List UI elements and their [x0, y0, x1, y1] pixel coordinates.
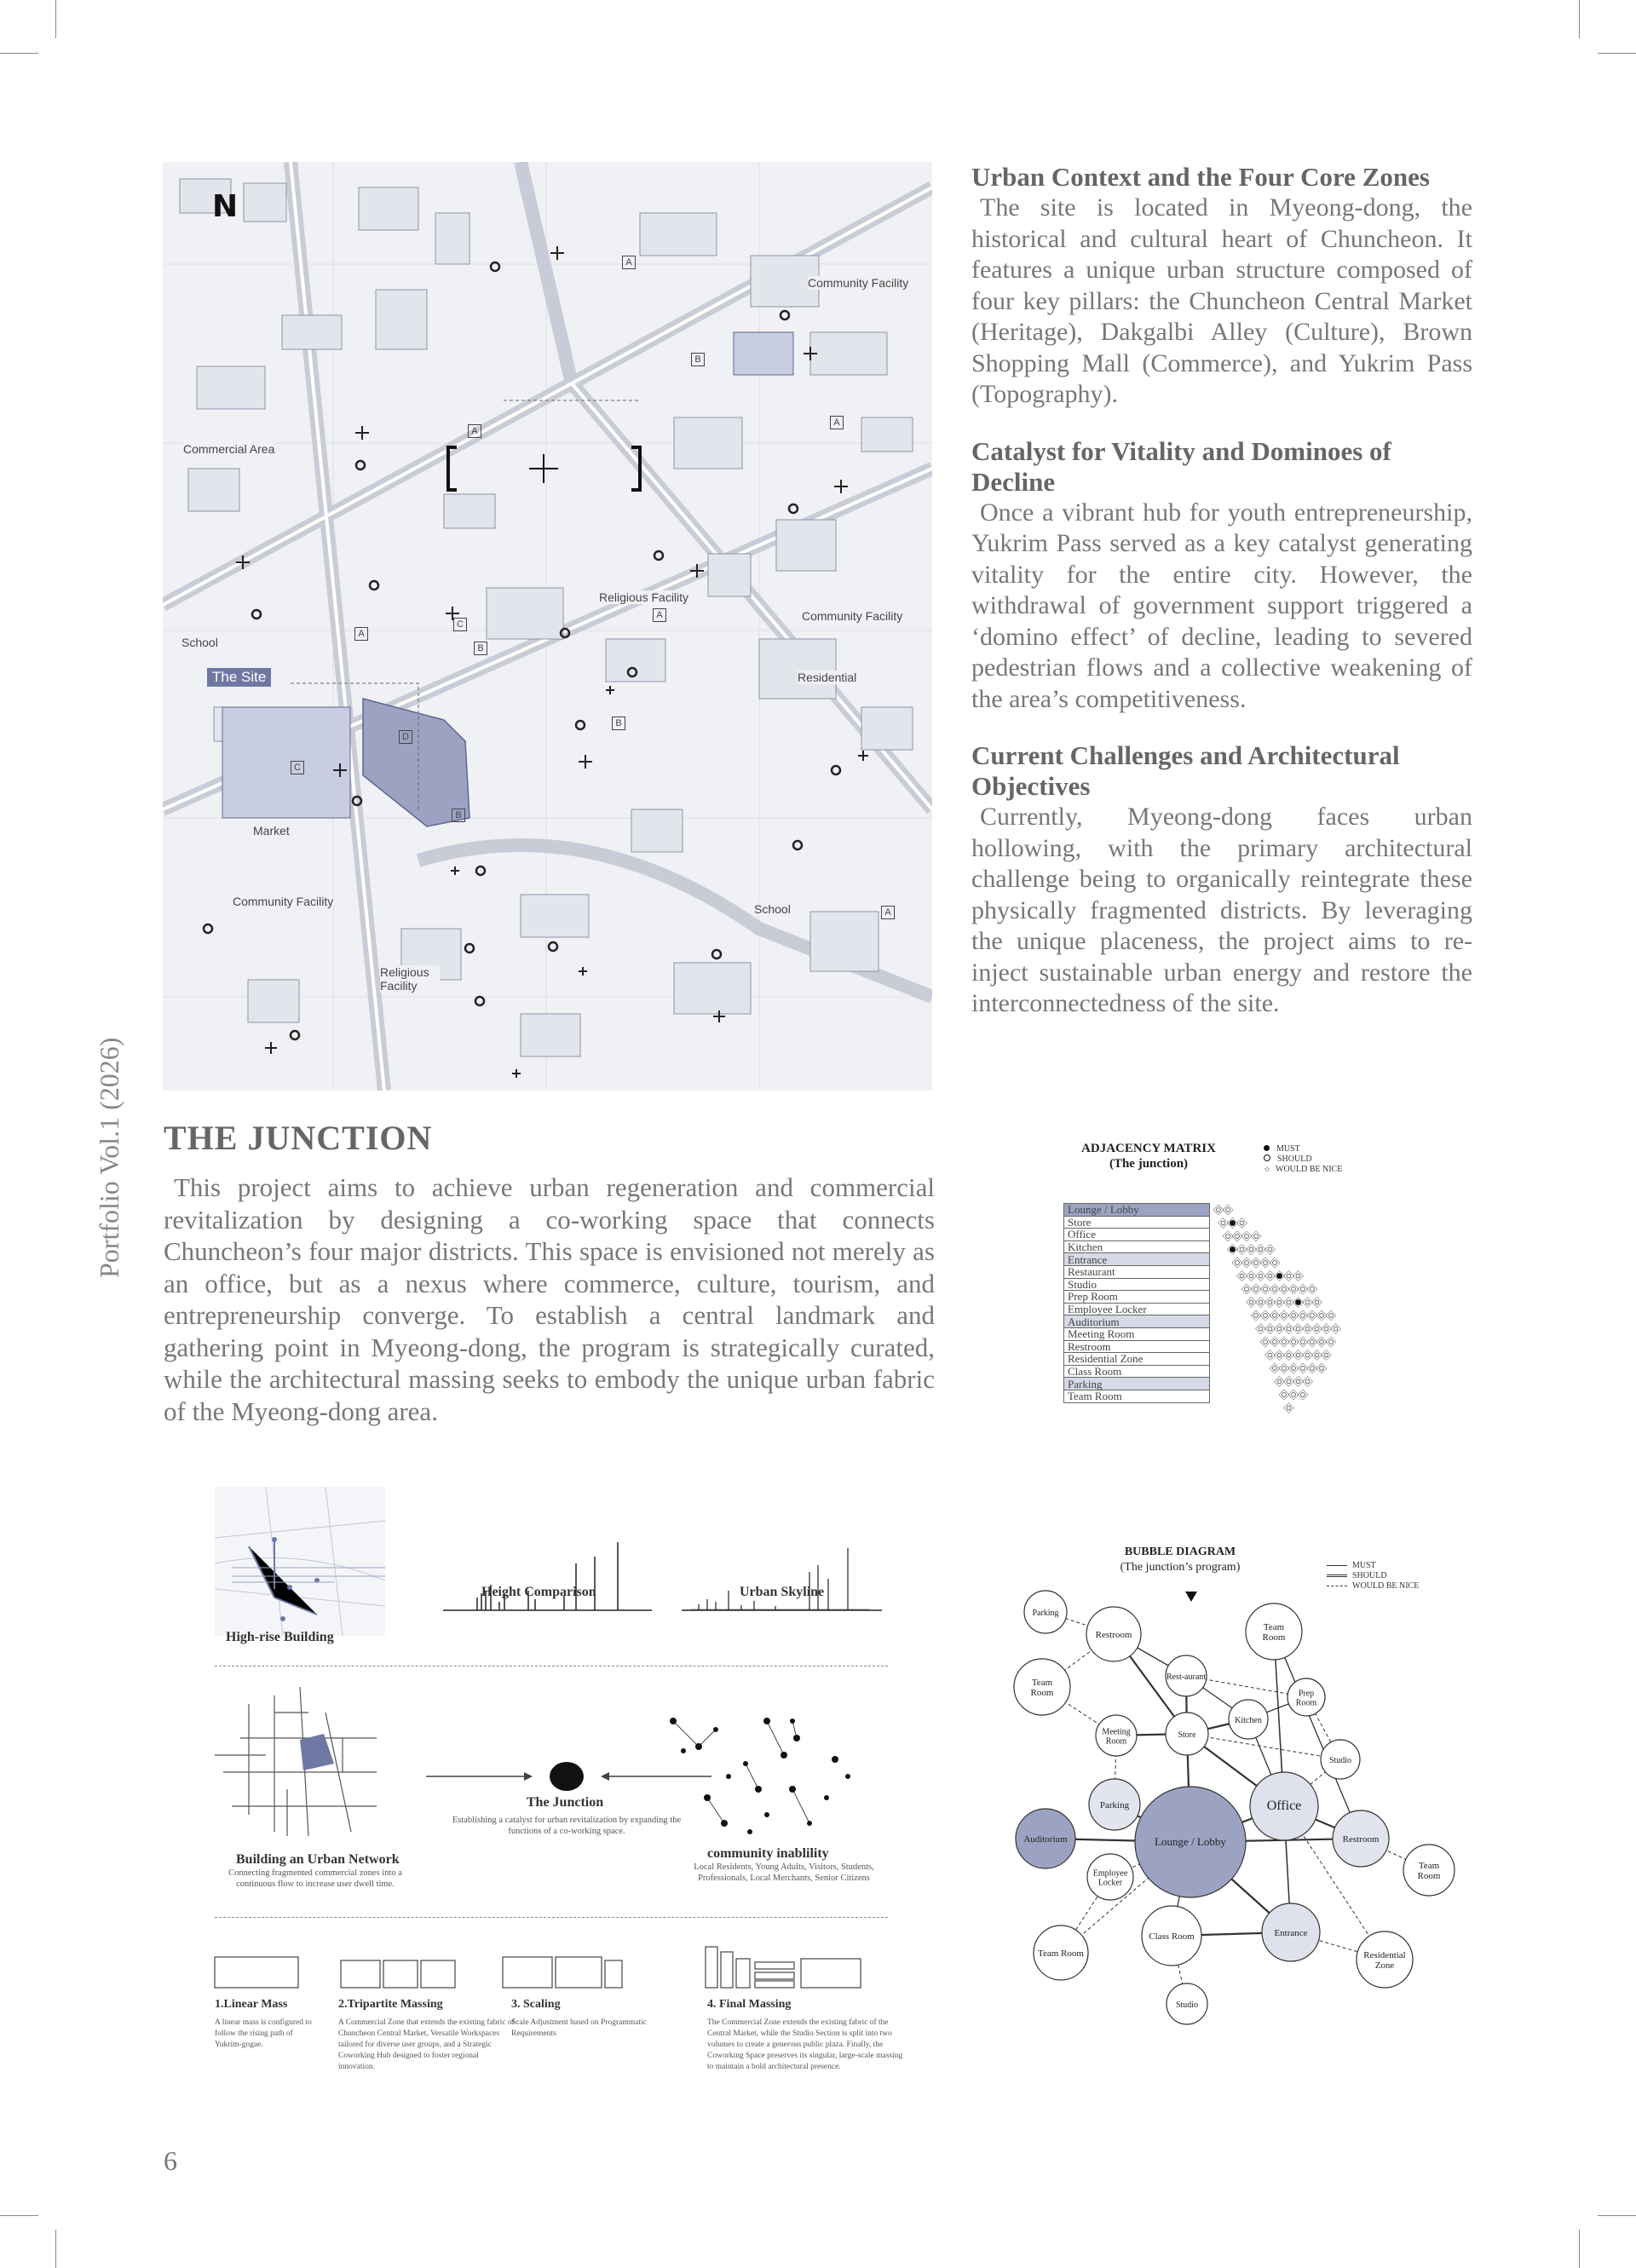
- matrix-cell: [1251, 1258, 1261, 1268]
- matrix-cell: [1279, 1284, 1289, 1294]
- bubble-node-label: Team Room: [1030, 1678, 1054, 1698]
- section-heading: Current Challenges and Architectural Objectives: [971, 740, 1400, 801]
- map-label: Commercial Area: [183, 442, 275, 456]
- nice-mark: [1287, 1300, 1291, 1304]
- matrix-row-label: Auditorium: [1064, 1315, 1210, 1328]
- matrix-cell: [1237, 1245, 1247, 1255]
- bubble-node-label: Team Room: [1417, 1861, 1441, 1881]
- nice-mark: [1296, 1379, 1300, 1384]
- nice-mark: [1273, 1261, 1277, 1265]
- nice-mark: [1301, 1367, 1305, 1371]
- bubble-node-label: Meeting Room: [1102, 1727, 1131, 1747]
- matrix-cell: [1312, 1324, 1322, 1334]
- matrix-cell: [1303, 1350, 1313, 1361]
- matrix-legend: MUST SHOULD ☆ WOULD BE NICE: [1264, 1144, 1343, 1174]
- zone-marker: D: [399, 730, 412, 744]
- matrix-cell: [1265, 1271, 1276, 1281]
- must-mark: [1230, 1246, 1235, 1252]
- matrix-cell: [1256, 1298, 1266, 1308]
- matrix-cell: [1288, 1390, 1299, 1400]
- nice-mark: [1292, 1340, 1296, 1344]
- matrix-cell: [1303, 1324, 1313, 1334]
- massing-caption: A Commercial Zone that extends the existing fabric of Chuncheon Central Market, Versatile Workspaces tailored for diverse user groups, and a Strategic Coworking Hub designed to foster regional innovation.: [338, 2018, 515, 2071]
- matrix-cell: [1275, 1377, 1285, 1387]
- nice-mark: [1287, 1353, 1291, 1357]
- nice-mark: [1268, 1247, 1272, 1252]
- should-mark: [1311, 1287, 1315, 1292]
- community-title: community inablility: [707, 1846, 829, 1861]
- matrix-cell: [1241, 1258, 1252, 1268]
- map-label: School: [754, 902, 791, 916]
- nice-mark: [1240, 1247, 1244, 1252]
- should-mark: [1329, 1314, 1334, 1318]
- matrix-cell: [1270, 1258, 1280, 1268]
- nice-mark: [1264, 1340, 1268, 1344]
- matrix-cell: [1223, 1205, 1233, 1215]
- crop-mark: [0, 53, 38, 54]
- bubble-node-label: Studio: [1175, 2000, 1199, 2010]
- bubble-diagram: [1010, 1534, 1487, 2028]
- matrix-cell: [1275, 1298, 1285, 1308]
- massing-diagrams: [213, 1938, 895, 1998]
- nice-mark: [1315, 1327, 1319, 1331]
- nice-mark: [1273, 1314, 1277, 1318]
- matrix-row-label: Lounge / Lobby: [1064, 1204, 1210, 1217]
- map-label: Community Facility: [808, 276, 909, 290]
- bubble-node-label: Employee Locker: [1092, 1868, 1128, 1888]
- should-mark: [1301, 1287, 1305, 1292]
- matrix-row-label: Employee Locker: [1064, 1303, 1210, 1315]
- matrix-cell: [1331, 1324, 1341, 1334]
- bubble-node-label: Team Room: [1262, 1622, 1286, 1643]
- should-mark: [1305, 1300, 1310, 1304]
- zone-marker: A: [881, 906, 895, 919]
- junction-caption: Establishing a catalyst for urban revitalization by expanding the functions of a co-working space.: [452, 1816, 682, 1836]
- matrix-cell: [1316, 1363, 1327, 1373]
- nice-mark: [1282, 1393, 1287, 1397]
- massing-title: 2.Tripartite Massing: [338, 1998, 443, 2011]
- bubble-node-label: Class Room: [1149, 1931, 1195, 1942]
- matrix-cell: [1279, 1310, 1289, 1321]
- nice-mark: [1264, 1287, 1268, 1292]
- matrix-cell: [1241, 1231, 1252, 1241]
- bubble-graph: [1010, 1534, 1487, 2028]
- matrix-cell: [1293, 1271, 1304, 1281]
- matrix-row-label: Team Room: [1064, 1390, 1210, 1402]
- matrix-cell: [1284, 1403, 1294, 1413]
- bubble-node-label: Prep Room: [1295, 1689, 1317, 1708]
- should-mark: [1301, 1340, 1305, 1344]
- urban-network-map: [215, 1687, 377, 1836]
- nice-mark: [1287, 1379, 1291, 1384]
- junction-label: The Junction: [526, 1795, 604, 1810]
- zone-marker: C: [453, 618, 467, 631]
- should-mark: [1259, 1247, 1263, 1252]
- nice-mark: [1245, 1261, 1249, 1265]
- nice-mark: [1292, 1367, 1296, 1371]
- matrix-cell: [1326, 1310, 1336, 1321]
- legend-must: MUST: [1276, 1144, 1300, 1154]
- matrix-row-label: Prep Room: [1064, 1291, 1210, 1304]
- nice-mark: [1226, 1235, 1230, 1239]
- section-heading: Urban Context and the Four Core Zones: [971, 162, 1430, 192]
- nice-mark: [1329, 1340, 1334, 1344]
- matrix-row-label: Class Room: [1064, 1365, 1210, 1378]
- nice-mark: [1320, 1367, 1324, 1371]
- matrix-cell: [1298, 1390, 1308, 1400]
- legend-nice: WOULD BE NICE: [1276, 1165, 1343, 1174]
- crop-mark: [1598, 2215, 1636, 2216]
- nice-mark: [1287, 1274, 1291, 1278]
- nice-mark: [1277, 1353, 1282, 1357]
- matrix-cell: [1218, 1218, 1229, 1229]
- nice-mark: [1268, 1327, 1272, 1331]
- map-label: Religious Facility: [380, 965, 440, 993]
- nice-mark: [1259, 1327, 1263, 1331]
- nice-mark: [1334, 1327, 1338, 1331]
- the-site-label: The Site: [207, 668, 271, 687]
- adjacency-matrix: [1063, 1142, 1421, 1423]
- map-label: Community Facility: [802, 609, 903, 623]
- matrix-cell: [1251, 1284, 1261, 1294]
- bubble-node-label: Store: [1178, 1730, 1196, 1740]
- nice-mark: [1292, 1314, 1296, 1318]
- section-body: Currently, Myeong-dong faces urban hollowing, with the primary architectural challenge being to organically reintegrate these physically fragmented districts. By leveraging the unique placeness, the project aims to re-inject sustainable urban energy and restore the interconnectedness of the site.: [971, 803, 1472, 1017]
- map-label: Residential: [798, 671, 857, 684]
- zone-marker: B: [452, 809, 465, 822]
- nice-mark: [1296, 1353, 1300, 1357]
- matrix-cell: [1265, 1350, 1276, 1361]
- nice-mark: [1259, 1300, 1263, 1304]
- matrix-cell: [1260, 1337, 1270, 1347]
- matrix-cell: [1288, 1284, 1299, 1294]
- should-mark: [1320, 1314, 1324, 1318]
- nice-mark: [1245, 1287, 1249, 1292]
- matrix-cell: [1316, 1310, 1327, 1321]
- should-mark: [1254, 1261, 1259, 1265]
- nice-mark: [1324, 1353, 1328, 1357]
- section-body: Once a vibrant hub for youth entrepreneurship, Yukrim Pass served as a key catalyst generating vitality for the entire city. However, the withdrawal of government support triggered a ‘domino effect’ of decline, leading to severed pedestrian flows and a collective weakening of the area’s competitiveness.: [971, 498, 1472, 713]
- height-comparison-chart: [443, 1538, 652, 1615]
- north-arrow: N: [212, 189, 239, 224]
- legend-must: MUST: [1352, 1561, 1376, 1570]
- community-network: [665, 1704, 861, 1849]
- nice-mark: [1245, 1235, 1249, 1239]
- matrix-cell: [1260, 1258, 1270, 1268]
- matrix-cell: [1265, 1245, 1276, 1255]
- high-rise-caption: High-rise Building: [226, 1630, 334, 1644]
- nice-mark: [1264, 1314, 1268, 1318]
- bubble-node-label: Studio: [1328, 1756, 1352, 1765]
- nice-mark: [1301, 1314, 1305, 1318]
- nice-mark: [1268, 1353, 1272, 1357]
- nice-mark: [1249, 1300, 1253, 1304]
- should-mark: [1217, 1208, 1221, 1212]
- matrix-cell: [1307, 1284, 1317, 1294]
- should-mark: [1226, 1208, 1230, 1212]
- matrix-row-label: Studio: [1064, 1278, 1210, 1291]
- matrix-cell: [1251, 1231, 1261, 1241]
- must-mark: [1295, 1299, 1300, 1304]
- matrix-cell: [1247, 1245, 1257, 1255]
- matrix-cell: [1298, 1284, 1308, 1294]
- nice-mark: [1236, 1261, 1240, 1265]
- matrix-cell: [1288, 1363, 1299, 1373]
- matrix-cell: [1322, 1350, 1332, 1361]
- zone-marker: A: [622, 256, 636, 269]
- matrix-cell: [1322, 1324, 1332, 1334]
- nice-mark: [1315, 1353, 1319, 1357]
- zone-marker: A: [830, 416, 844, 429]
- map-label: Community Facility: [233, 895, 334, 908]
- matrix-cell: [1247, 1271, 1257, 1281]
- matrix-cell: [1293, 1377, 1304, 1387]
- bubble-node-label: Restroom: [1342, 1834, 1380, 1845]
- matrix-cell: [1241, 1284, 1252, 1294]
- matrix-table: [1063, 1203, 1210, 1403]
- legend-should: SHOULD: [1352, 1571, 1387, 1580]
- nice-mark: [1324, 1327, 1328, 1331]
- matrix-cell: [1293, 1350, 1304, 1361]
- bubble-node-label: Parking: [1099, 1800, 1130, 1810]
- bubble-node-label: Entrance: [1274, 1928, 1308, 1938]
- nice-mark: [1259, 1274, 1263, 1278]
- matrix-cell: [1316, 1337, 1327, 1347]
- matrix-cell: [1298, 1310, 1308, 1321]
- matrix-cell: [1270, 1284, 1280, 1294]
- nice-mark: [1287, 1406, 1291, 1410]
- matrix-cell: [1270, 1363, 1280, 1373]
- matrix-cell: [1237, 1271, 1247, 1281]
- matrix-row-label: Residential Zone: [1064, 1353, 1210, 1366]
- bubble-node-label: Team Room: [1038, 1949, 1084, 1959]
- nice-mark: [1277, 1379, 1282, 1384]
- matrix-cell: [1247, 1298, 1257, 1308]
- zone-marker: B: [691, 353, 705, 366]
- nice-mark: [1268, 1274, 1272, 1278]
- nice-mark: [1273, 1367, 1277, 1371]
- matrix-cell: [1307, 1337, 1317, 1347]
- bubble-node-label: Rest-aurant: [1166, 1672, 1207, 1682]
- nice-mark: [1249, 1274, 1253, 1278]
- bubble-node-label: Restroom: [1095, 1630, 1132, 1640]
- bubble-node-label: Kitchen: [1235, 1716, 1262, 1725]
- should-mark: [1221, 1221, 1225, 1225]
- massing-title: 3. Scaling: [511, 1998, 561, 2011]
- matrix-cell: [1284, 1350, 1294, 1361]
- matrix-cell: [1275, 1350, 1285, 1361]
- bubble-node-label: Office: [1266, 1799, 1302, 1813]
- should-mark: [1240, 1221, 1244, 1225]
- map-label: School: [181, 636, 218, 649]
- section-heading: Catalyst for Vitality and Dominoes of Decline: [971, 435, 1391, 497]
- nice-mark: [1273, 1340, 1277, 1344]
- matrix-cell: [1326, 1337, 1336, 1347]
- matrix-subtitle: (The junction): [1109, 1157, 1189, 1171]
- nice-mark: [1320, 1340, 1324, 1344]
- should-mark: [1236, 1235, 1240, 1239]
- crop-mark: [0, 2215, 38, 2216]
- zone-marker: B: [474, 642, 487, 655]
- matrix-cell: [1312, 1298, 1322, 1308]
- zone-marker: C: [291, 761, 304, 774]
- nice-mark: [1249, 1247, 1253, 1252]
- community-caption: Local Residents, Young Adults, Visitors, Students, Professionals, Local Merchants, Senior Citizens: [694, 1862, 874, 1883]
- matrix-cell: [1279, 1390, 1289, 1400]
- legend-nice: WOULD BE NICE: [1352, 1581, 1420, 1591]
- matrix-cell: [1265, 1324, 1276, 1334]
- should-mark: [1273, 1287, 1277, 1292]
- matrix-cell: [1288, 1310, 1299, 1321]
- nice-mark: [1292, 1393, 1296, 1397]
- height-comparison-caption: Height Comparison: [481, 1585, 596, 1599]
- matrix-cell: [1251, 1310, 1261, 1321]
- nice-mark: [1292, 1287, 1296, 1292]
- nice-mark: [1311, 1340, 1315, 1344]
- matrix-cell: [1256, 1324, 1266, 1334]
- bubble-node-label: Lounge / Lobby: [1155, 1835, 1226, 1848]
- bubble-subtitle: (The junction’s program): [1120, 1561, 1241, 1574]
- matrix-cell: [1293, 1324, 1304, 1334]
- legend-should: SHOULD: [1277, 1154, 1312, 1164]
- bubble-node-label: Auditorium: [1023, 1834, 1068, 1845]
- zone-marker: A: [653, 608, 666, 622]
- matrix-row-label: Restroom: [1064, 1340, 1210, 1353]
- matrix-cell: [1298, 1337, 1308, 1347]
- matrix-row-label: Parking: [1064, 1378, 1210, 1390]
- zone-marker: B: [612, 717, 625, 730]
- map-label: Religious Facility: [599, 590, 689, 604]
- matrix-cell: [1256, 1271, 1266, 1281]
- concept-diagrams: [162, 1487, 929, 2100]
- nice-mark: [1315, 1300, 1319, 1304]
- nice-mark: [1268, 1300, 1272, 1304]
- matrix-row-label: Kitchen: [1064, 1240, 1210, 1253]
- matrix-row-label: Store: [1064, 1216, 1210, 1229]
- must-mark: [1276, 1273, 1282, 1278]
- nice-mark: [1282, 1314, 1287, 1318]
- bubble-node-label: Parking: [1032, 1609, 1059, 1618]
- massing-title: 1.Linear Mass: [215, 1998, 288, 2011]
- bubble-node-label: Residential Zone: [1363, 1950, 1406, 1971]
- bubble-title: BUBBLE DIAGRAM: [1124, 1546, 1236, 1558]
- nice-mark: [1305, 1379, 1310, 1384]
- matrix-cell: [1275, 1324, 1285, 1334]
- massing-title: 4. Final Massing: [707, 1998, 792, 2011]
- matrix-cell: [1303, 1377, 1313, 1387]
- nice-mark: [1311, 1367, 1315, 1371]
- page-number: 6: [164, 2145, 177, 2176]
- nice-mark: [1282, 1287, 1287, 1292]
- massing-caption: The Commercial Zone extends the existing fabric of the Central Market, while the Studio Section is split into two volumes to create a generous public plaza. Finally, the Coworking Space preserves its singular, large-scale massing to maintain a bold architectural presence.: [707, 2018, 903, 2071]
- matrix-cell: [1237, 1218, 1247, 1229]
- matrix-cell: [1284, 1324, 1294, 1334]
- nice-mark: [1254, 1235, 1259, 1239]
- massing-caption: Scale Adjustment based on Programmatic Requirements: [511, 2018, 647, 2038]
- matrix-cell: [1256, 1245, 1266, 1255]
- matrix-row-label: Meeting Room: [1064, 1327, 1210, 1340]
- nice-mark: [1254, 1287, 1259, 1292]
- matrix-cell: [1298, 1363, 1308, 1373]
- matrix-cell: [1284, 1377, 1294, 1387]
- matrix-row-label: Entrance: [1064, 1253, 1210, 1266]
- matrix-cell: [1279, 1337, 1289, 1347]
- map-label: Market: [253, 824, 290, 838]
- nice-mark: [1287, 1327, 1291, 1331]
- nice-mark: [1301, 1393, 1305, 1397]
- project-title: THE JUNCTION: [164, 1119, 433, 1157]
- nice-mark: [1277, 1300, 1282, 1304]
- matrix-cell: [1270, 1310, 1280, 1321]
- zone-marker: A: [354, 627, 368, 641]
- matrix-grid: [1210, 1203, 1397, 1416]
- matrix-cell: [1284, 1271, 1294, 1281]
- matrix-cell: [1307, 1310, 1317, 1321]
- portfolio-sidebar-label: Portfolio Vol.1 (2026): [94, 1037, 124, 1278]
- matrix-cell: [1284, 1298, 1294, 1308]
- matrix-cell: [1279, 1363, 1289, 1373]
- matrix-row-label: Office: [1064, 1229, 1210, 1241]
- high-rise-map: [215, 1487, 385, 1636]
- zone-marker: A: [468, 424, 481, 438]
- urban-skyline-chart: [682, 1538, 882, 1615]
- crop-mark: [1579, 2230, 1580, 2268]
- site-map: [163, 162, 932, 1091]
- nice-mark: [1282, 1340, 1287, 1344]
- nice-mark: [1305, 1353, 1310, 1357]
- nice-mark: [1254, 1314, 1259, 1318]
- matrix-cell: [1303, 1298, 1313, 1308]
- crop-mark: [1598, 53, 1636, 54]
- divider: [215, 1917, 888, 1918]
- matrix-cell: [1213, 1205, 1224, 1215]
- matrix-cell: [1265, 1298, 1276, 1308]
- matrix-row-label: Restaurant: [1064, 1265, 1210, 1278]
- text-column: [971, 162, 1472, 1020]
- network-caption: Connecting fragmented commercial zones into a continuous flow to increase user dwell time.: [228, 1868, 402, 1889]
- crop-mark: [1579, 0, 1580, 38]
- matrix-title: ADJACENCY MATRIX: [1081, 1142, 1216, 1155]
- nice-mark: [1305, 1327, 1310, 1331]
- nice-mark: [1311, 1314, 1315, 1318]
- matrix-cell: [1288, 1337, 1299, 1347]
- crop-mark: [55, 0, 56, 38]
- nice-mark: [1296, 1274, 1300, 1278]
- network-title: Building an Urban Network: [236, 1852, 400, 1867]
- crop-mark: [55, 2230, 56, 2268]
- matrix-cell: [1307, 1363, 1317, 1373]
- nice-mark: [1277, 1327, 1282, 1331]
- nice-mark: [1296, 1327, 1300, 1331]
- matrix-cell: [1232, 1231, 1242, 1241]
- matrix-cell: [1260, 1284, 1270, 1294]
- matrix-cell: [1312, 1350, 1322, 1361]
- must-mark: [1230, 1220, 1235, 1225]
- matrix-cell: [1260, 1310, 1270, 1321]
- urban-skyline-caption: Urban Skyline: [740, 1585, 825, 1599]
- massing-caption: A linear mass is configured to follow the rising path of Yukrim-gogae.: [215, 2018, 312, 2049]
- matrix-cell: [1232, 1258, 1242, 1268]
- project-description: This project aims to achieve urban regeneration and commercial revitalization by designing a co-working space that connects Chuncheon’s four major districts. This space is envisioned not merely as an office, but as a nexus where commerce, culture, tourism, and entrepreneurship converge. To establish a central landmark and gathering point in Myeong-dong, the program is strategically curated, while the architectural massing seeks to embody the unique urban fabric of the Myeong-dong area.: [164, 1172, 935, 1426]
- nice-mark: [1282, 1367, 1287, 1371]
- matrix-cell: [1223, 1231, 1233, 1241]
- should-mark: [1240, 1274, 1244, 1278]
- section-body: The site is located in Myeong-dong, the historical and cultural heart of Chuncheon. It features a unique urban structure composed of four key pillars: the Chuncheon Central Market (Heritage), Dakgalbi Alley (Culture), Brown Shopping Mall (Commerce), and Yukrim Pass (Topography).: [971, 193, 1472, 408]
- nice-mark: [1264, 1261, 1268, 1265]
- matrix-cell: [1270, 1337, 1280, 1347]
